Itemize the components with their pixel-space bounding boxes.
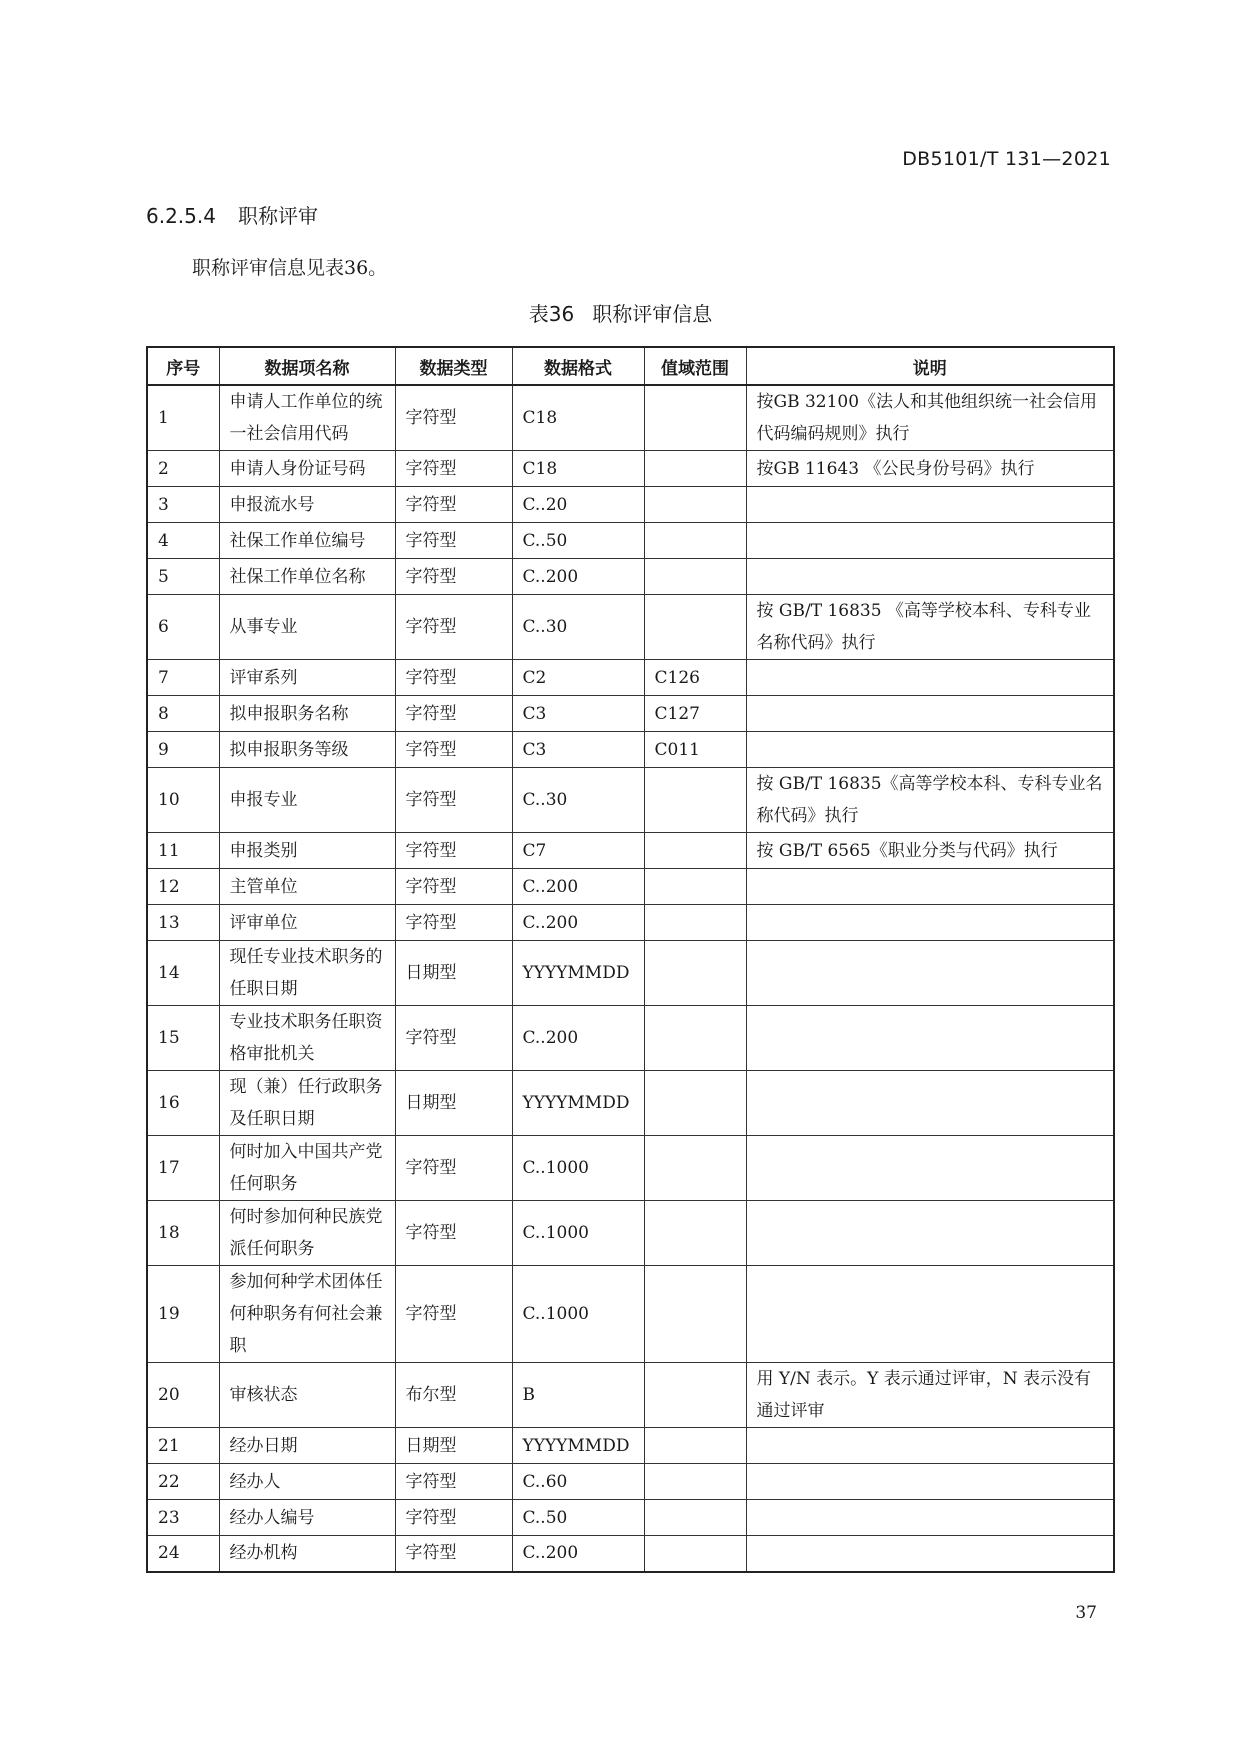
table-row [147, 1363, 1114, 1428]
data-type-cell: 字符型 [395, 869, 512, 905]
seq-cell: 9 [147, 732, 219, 768]
seq-cell: 24 [147, 1536, 219, 1572]
column-header: 数据项名称 [219, 347, 395, 385]
seq-cell: 8 [147, 696, 219, 732]
item-name-cell: 社保工作单位编号 [219, 523, 395, 559]
value-range-cell: C127 [644, 696, 746, 732]
seq-cell: 2 [147, 451, 219, 487]
data-format-cell: C..200 [512, 905, 644, 941]
data-format-cell: C..30 [512, 768, 644, 833]
data-type-cell: 布尔型 [395, 1363, 512, 1428]
table-row [147, 1201, 1114, 1266]
item-name-cell: 评审系列 [219, 660, 395, 696]
data-type-cell: 字符型 [395, 1500, 512, 1536]
table-row [147, 1266, 1114, 1363]
document-id: DB5101/T 131—2021 [902, 148, 1111, 170]
description-cell: 按GB 11643 《公民身份号码》执行 [746, 451, 1114, 487]
data-type-cell: 字符型 [395, 385, 512, 451]
data-type-cell: 字符型 [395, 1136, 512, 1201]
table-row [147, 1006, 1114, 1071]
table-header-row [147, 347, 1114, 385]
column-header: 数据格式 [512, 347, 644, 385]
data-type-cell: 日期型 [395, 941, 512, 1006]
value-range-cell [644, 905, 746, 941]
table-row [147, 1464, 1114, 1500]
item-name-cell: 主管单位 [219, 869, 395, 905]
seq-cell: 12 [147, 869, 219, 905]
table-row [147, 732, 1114, 768]
page-number: 37 [1075, 1603, 1097, 1623]
data-format-cell: C..200 [512, 1006, 644, 1071]
description-cell [746, 905, 1114, 941]
column-header: 值域范围 [644, 347, 746, 385]
seq-cell: 13 [147, 905, 219, 941]
data-type-cell: 字符型 [395, 732, 512, 768]
value-range-cell [644, 1006, 746, 1071]
seq-cell: 21 [147, 1428, 219, 1464]
data-type-cell: 字符型 [395, 1464, 512, 1500]
table-row [147, 1500, 1114, 1536]
description-cell: 按 GB/T 16835 《高等学校本科、专科专业名称代码》执行 [746, 595, 1114, 660]
data-format-cell: C..200 [512, 1536, 644, 1572]
column-header: 说明 [746, 347, 1114, 385]
section-number: 6.2.5.4 [146, 204, 216, 228]
item-name-cell: 社保工作单位名称 [219, 559, 395, 595]
data-format-cell: C3 [512, 696, 644, 732]
description-cell [746, 523, 1114, 559]
description-cell: 用 Y/N 表示。Y 表示通过评审，N 表示没有通过评审 [746, 1363, 1114, 1428]
column-header: 数据类型 [395, 347, 512, 385]
value-range-cell [644, 1363, 746, 1428]
value-range-cell [644, 385, 746, 451]
data-format-cell: C2 [512, 660, 644, 696]
description-cell [746, 660, 1114, 696]
seq-cell: 17 [147, 1136, 219, 1201]
table-row [147, 523, 1114, 559]
item-name-cell: 评审单位 [219, 905, 395, 941]
table-row [147, 559, 1114, 595]
value-range-cell [644, 523, 746, 559]
info-table [146, 346, 1115, 1573]
data-format-cell: YYYYMMDD [512, 1428, 644, 1464]
description-cell [746, 1266, 1114, 1363]
seq-cell: 14 [147, 941, 219, 1006]
seq-cell: 10 [147, 768, 219, 833]
seq-cell: 3 [147, 487, 219, 523]
item-name-cell: 经办人编号 [219, 1500, 395, 1536]
description-cell [746, 1006, 1114, 1071]
data-type-cell: 字符型 [395, 696, 512, 732]
table-row [147, 595, 1114, 660]
description-cell [746, 1071, 1114, 1136]
data-format-cell: C..60 [512, 1464, 644, 1500]
table-row [147, 833, 1114, 869]
item-name-cell: 申请人身份证号码 [219, 451, 395, 487]
table-row [147, 451, 1114, 487]
value-range-cell [644, 451, 746, 487]
item-name-cell: 何时加入中国共产党任何职务 [219, 1136, 395, 1201]
table-row [147, 696, 1114, 732]
description-cell [746, 1428, 1114, 1464]
table-body [147, 385, 1114, 1572]
table-caption-number: 表36 [528, 302, 575, 326]
data-type-cell: 字符型 [395, 1201, 512, 1266]
table-caption-title: 职称评审信息 [592, 302, 713, 326]
description-cell: 按 GB/T 6565《职业分类与代码》执行 [746, 833, 1114, 869]
table-row [147, 1536, 1114, 1572]
description-cell [746, 732, 1114, 768]
item-name-cell: 申请人工作单位的统一社会信用代码 [219, 385, 395, 451]
value-range-cell [644, 1201, 746, 1266]
value-range-cell [644, 1071, 746, 1136]
data-type-cell: 字符型 [395, 1266, 512, 1363]
table-caption [0, 298, 1241, 327]
table-row [147, 1428, 1114, 1464]
table-row [147, 1071, 1114, 1136]
item-name-cell: 经办人 [219, 1464, 395, 1500]
description-cell: 按 GB/T 16835《高等学校本科、专科专业名称代码》执行 [746, 768, 1114, 833]
data-format-cell: YYYYMMDD [512, 1071, 644, 1136]
seq-cell: 4 [147, 523, 219, 559]
value-range-cell [644, 1266, 746, 1363]
table-row [147, 1136, 1114, 1201]
table-row [147, 660, 1114, 696]
item-name-cell: 经办机构 [219, 1536, 395, 1572]
description-cell [746, 487, 1114, 523]
description-cell [746, 1500, 1114, 1536]
data-format-cell: C..30 [512, 595, 644, 660]
table-row [147, 768, 1114, 833]
description-cell [746, 559, 1114, 595]
value-range-cell [644, 487, 746, 523]
item-name-cell: 拟申报职务名称 [219, 696, 395, 732]
table-row [147, 941, 1114, 1006]
data-type-cell: 字符型 [395, 1536, 512, 1572]
data-type-cell: 字符型 [395, 451, 512, 487]
value-range-cell [644, 1136, 746, 1201]
item-name-cell: 拟申报职务等级 [219, 732, 395, 768]
value-range-cell [644, 1464, 746, 1500]
data-format-cell: C..1000 [512, 1201, 644, 1266]
data-type-cell: 字符型 [395, 660, 512, 696]
item-name-cell: 申报专业 [219, 768, 395, 833]
value-range-cell [644, 1500, 746, 1536]
data-format-cell: C18 [512, 451, 644, 487]
table-row [147, 487, 1114, 523]
item-name-cell: 何时参加何种民族党派任何职务 [219, 1201, 395, 1266]
seq-cell: 23 [147, 1500, 219, 1536]
value-range-cell [644, 1536, 746, 1572]
section-heading [146, 200, 318, 229]
data-type-cell: 日期型 [395, 1071, 512, 1136]
item-name-cell: 申报流水号 [219, 487, 395, 523]
data-format-cell: C..1000 [512, 1136, 644, 1201]
value-range-cell [644, 941, 746, 1006]
intro-paragraph: 职称评审信息见表36。 [192, 257, 388, 279]
data-format-cell: C..50 [512, 523, 644, 559]
seq-cell: 19 [147, 1266, 219, 1363]
item-name-cell: 审核状态 [219, 1363, 395, 1428]
item-name-cell: 现（兼）任行政职务及任职日期 [219, 1071, 395, 1136]
description-cell [746, 1136, 1114, 1201]
data-type-cell: 字符型 [395, 905, 512, 941]
column-header: 序号 [147, 347, 219, 385]
description-cell [746, 869, 1114, 905]
item-name-cell: 申报类别 [219, 833, 395, 869]
data-type-cell: 字符型 [395, 559, 512, 595]
item-name-cell: 现任专业技术职务的任职日期 [219, 941, 395, 1006]
data-type-cell: 字符型 [395, 487, 512, 523]
seq-cell: 1 [147, 385, 219, 451]
data-format-cell: B [512, 1363, 644, 1428]
data-type-cell: 字符型 [395, 1006, 512, 1071]
item-name-cell: 经办日期 [219, 1428, 395, 1464]
description-cell [746, 941, 1114, 1006]
data-format-cell: C..50 [512, 1500, 644, 1536]
description-cell: 按GB 32100《法人和其他组织统一社会信用代码编码规则》执行 [746, 385, 1114, 451]
description-cell [746, 1464, 1114, 1500]
value-range-cell [644, 559, 746, 595]
data-type-cell: 字符型 [395, 768, 512, 833]
value-range-cell [644, 768, 746, 833]
data-format-cell: C..200 [512, 869, 644, 905]
data-format-cell: YYYYMMDD [512, 941, 644, 1006]
seq-cell: 7 [147, 660, 219, 696]
table-row [147, 869, 1114, 905]
seq-cell: 18 [147, 1201, 219, 1266]
section-title: 职称评审 [237, 204, 318, 228]
data-type-cell: 字符型 [395, 523, 512, 559]
item-name-cell: 从事专业 [219, 595, 395, 660]
data-format-cell: C..200 [512, 559, 644, 595]
data-format-cell: C..1000 [512, 1266, 644, 1363]
seq-cell: 11 [147, 833, 219, 869]
data-format-cell: C18 [512, 385, 644, 451]
data-type-cell: 字符型 [395, 833, 512, 869]
value-range-cell [644, 1428, 746, 1464]
table-row [147, 905, 1114, 941]
value-range-cell [644, 595, 746, 660]
data-type-cell: 字符型 [395, 595, 512, 660]
description-cell [746, 696, 1114, 732]
value-range-cell: C126 [644, 660, 746, 696]
table-row [147, 385, 1114, 451]
description-cell [746, 1536, 1114, 1572]
item-name-cell: 参加何种学术团体任何种职务有何社会兼职 [219, 1266, 395, 1363]
seq-cell: 22 [147, 1464, 219, 1500]
data-format-cell: C3 [512, 732, 644, 768]
value-range-cell [644, 833, 746, 869]
data-type-cell: 日期型 [395, 1428, 512, 1464]
item-name-cell: 专业技术职务任职资格审批机关 [219, 1006, 395, 1071]
value-range-cell: C011 [644, 732, 746, 768]
seq-cell: 16 [147, 1071, 219, 1136]
seq-cell: 6 [147, 595, 219, 660]
description-cell [746, 1201, 1114, 1266]
seq-cell: 15 [147, 1006, 219, 1071]
data-format-cell: C7 [512, 833, 644, 869]
value-range-cell [644, 869, 746, 905]
seq-cell: 5 [147, 559, 219, 595]
seq-cell: 20 [147, 1363, 219, 1428]
data-format-cell: C..20 [512, 487, 644, 523]
